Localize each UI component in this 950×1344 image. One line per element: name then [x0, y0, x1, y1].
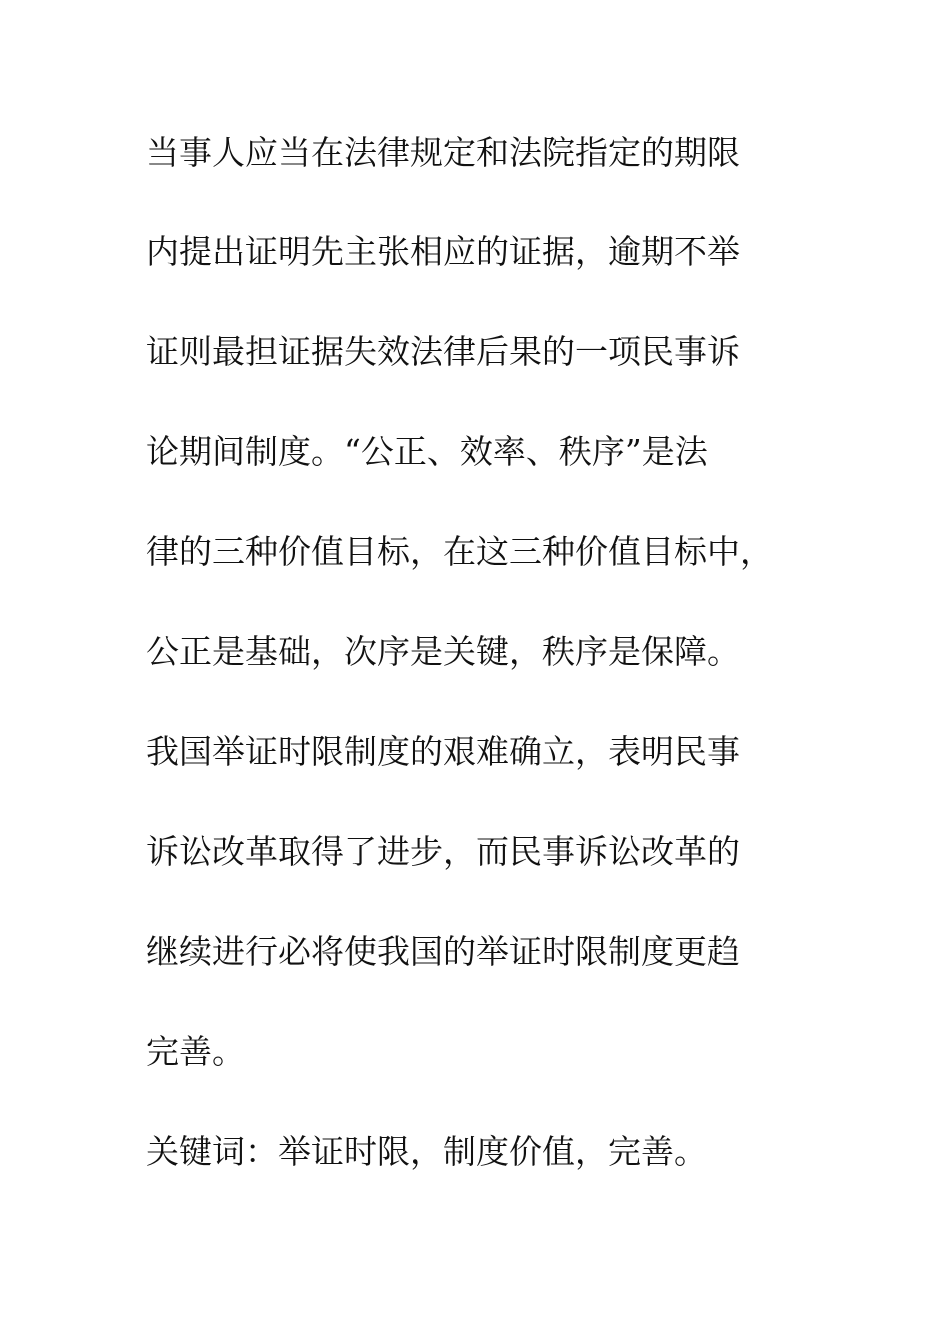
abstract-line-7: 我国举证时限制度的艰难确立，表明民事 [146, 732, 740, 771]
abstract-line-6: 公正是基础，次序是关键，秩序是保障。 [146, 632, 740, 671]
abstract-line-4: 论期间制度。“公正、效率、秩序”是法 [146, 432, 708, 471]
abstract-line-5: 律的三种价值目标，在这三种价值目标中， [146, 532, 773, 571]
abstract-line-9: 继续进行必将使我国的举证时限制度更趋 [146, 932, 740, 971]
keywords-line: 关键词：举证时限，制度价值，完善。 [146, 1132, 707, 1171]
abstract-line-8: 诉讼改革取得了进步，而民事诉讼改革的 [146, 832, 740, 871]
abstract-line-1: 当事人应当在法律规定和法院指定的期限 [146, 133, 740, 172]
abstract-line-2: 内提出证明先主张相应的证据，逾期不举 [146, 232, 740, 271]
abstract-line-10: 完善。 [146, 1032, 245, 1071]
abstract-line-3: 证则最担证据失效法律后果的一项民事诉 [146, 332, 740, 371]
